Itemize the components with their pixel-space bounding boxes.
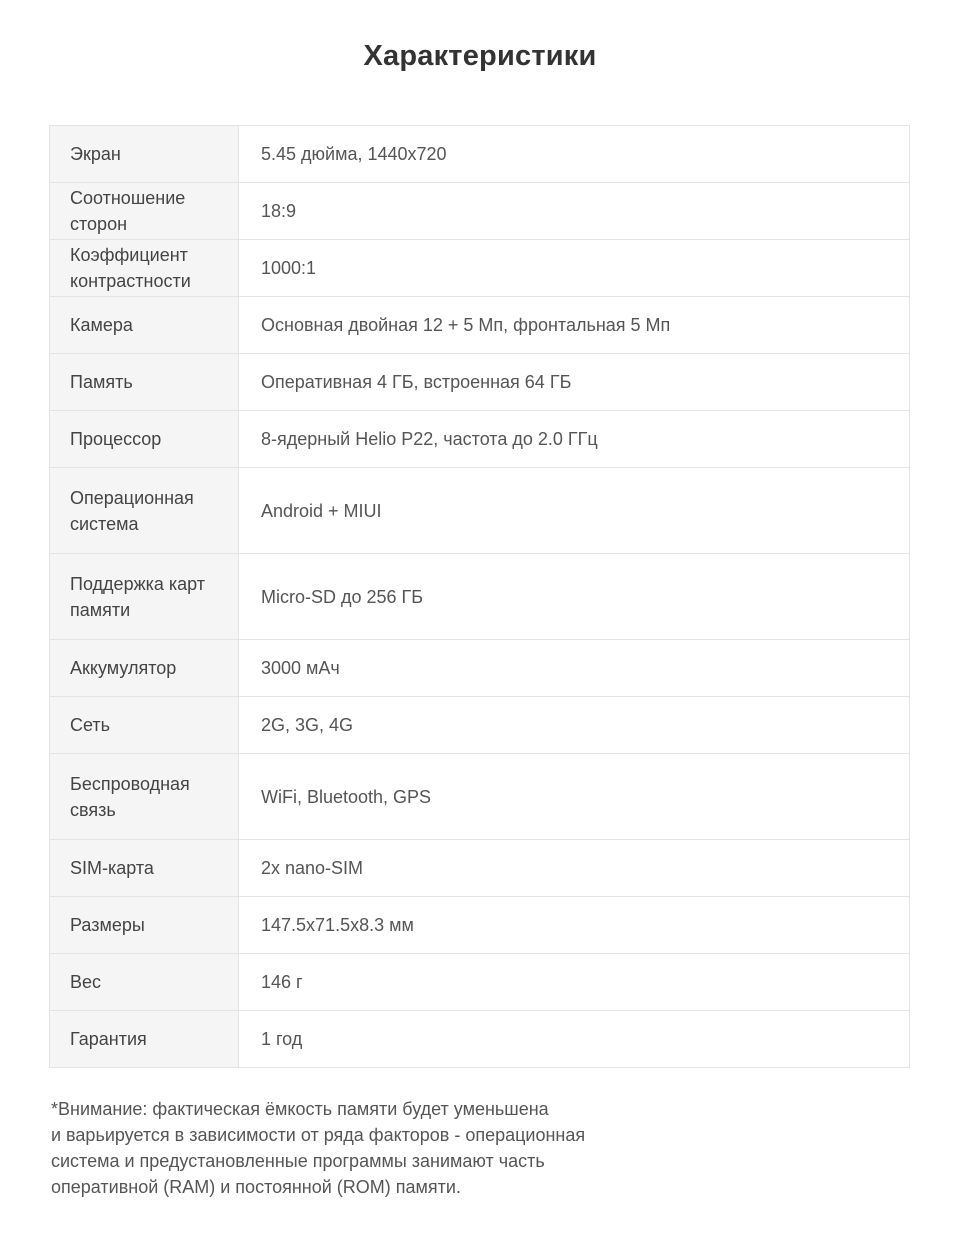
spec-label: Сеть [50, 697, 239, 754]
footnote-line: система и предустановленные программы занимают часть [51, 1151, 545, 1171]
spec-value: Android + MIUI [239, 468, 910, 554]
spec-label: Соотношение сторон [50, 183, 239, 240]
spec-label: Процессор [50, 411, 239, 468]
spec-row-dimensions [50, 897, 910, 954]
spec-value: 8-ядерный Helio P22, частота до 2.0 ГГц [239, 411, 910, 468]
spec-row-contrast [50, 240, 910, 297]
spec-value: 2x nano-SIM [239, 840, 910, 897]
spec-row-network [50, 697, 910, 754]
spec-row-warranty [50, 1011, 910, 1068]
spec-value: 3000 мАч [239, 640, 910, 697]
spec-label: Камера [50, 297, 239, 354]
spec-label: Размеры [50, 897, 239, 954]
spec-label: Гарантия [50, 1011, 239, 1068]
spec-row-processor [50, 411, 910, 468]
spec-value: Micro-SD до 256 ГБ [239, 554, 910, 640]
spec-label: Поддержка карт памяти [50, 554, 239, 640]
spec-value: 5.45 дюйма, 1440x720 [239, 126, 910, 183]
footnote-line: оперативной (RAM) и постоянной (ROM) памяти. [51, 1177, 461, 1197]
spec-label: Аккумулятор [50, 640, 239, 697]
spec-label: Коэффициент контрастности [50, 240, 239, 297]
spec-value: 1 год [239, 1011, 910, 1068]
spec-row-os [50, 468, 910, 554]
spec-row-aspect-ratio [50, 183, 910, 240]
footnote-line: *Внимание: фактическая ёмкость памяти будет уменьшена [51, 1099, 549, 1119]
spec-label: Экран [50, 126, 239, 183]
spec-value: Оперативная 4 ГБ, встроенная 64 ГБ [239, 354, 910, 411]
spec-row-battery [50, 640, 910, 697]
spec-row-sim [50, 840, 910, 897]
spec-row-memory-card [50, 554, 910, 640]
spec-value: Основная двойная 12 + 5 Мп, фронтальная 5 Мп [239, 297, 910, 354]
memory-footnote [51, 1096, 631, 1200]
spec-value: 147.5x71.5x8.3 мм [239, 897, 910, 954]
spec-label: Беспроводная связь [50, 754, 239, 840]
footnote-line: и варьируется в зависимости от ряда факторов - операционная [51, 1125, 586, 1145]
spec-label: Операционная система [50, 468, 239, 554]
spec-row-weight [50, 954, 910, 1011]
spec-value: WiFi, Bluetooth, GPS [239, 754, 910, 840]
spec-label: SIM-карта [50, 840, 239, 897]
spec-label: Память [50, 354, 239, 411]
spec-row-screen [50, 126, 910, 183]
spec-table [49, 125, 910, 1068]
spec-value: 18:9 [239, 183, 910, 240]
spec-row-wireless [50, 754, 910, 840]
spec-value: 1000:1 [239, 240, 910, 297]
page-title: Характеристики [363, 40, 597, 72]
spec-row-camera [50, 297, 910, 354]
spec-row-memory [50, 354, 910, 411]
spec-value: 146 г [239, 954, 910, 1011]
spec-value: 2G, 3G, 4G [239, 697, 910, 754]
spec-label: Вес [50, 954, 239, 1011]
